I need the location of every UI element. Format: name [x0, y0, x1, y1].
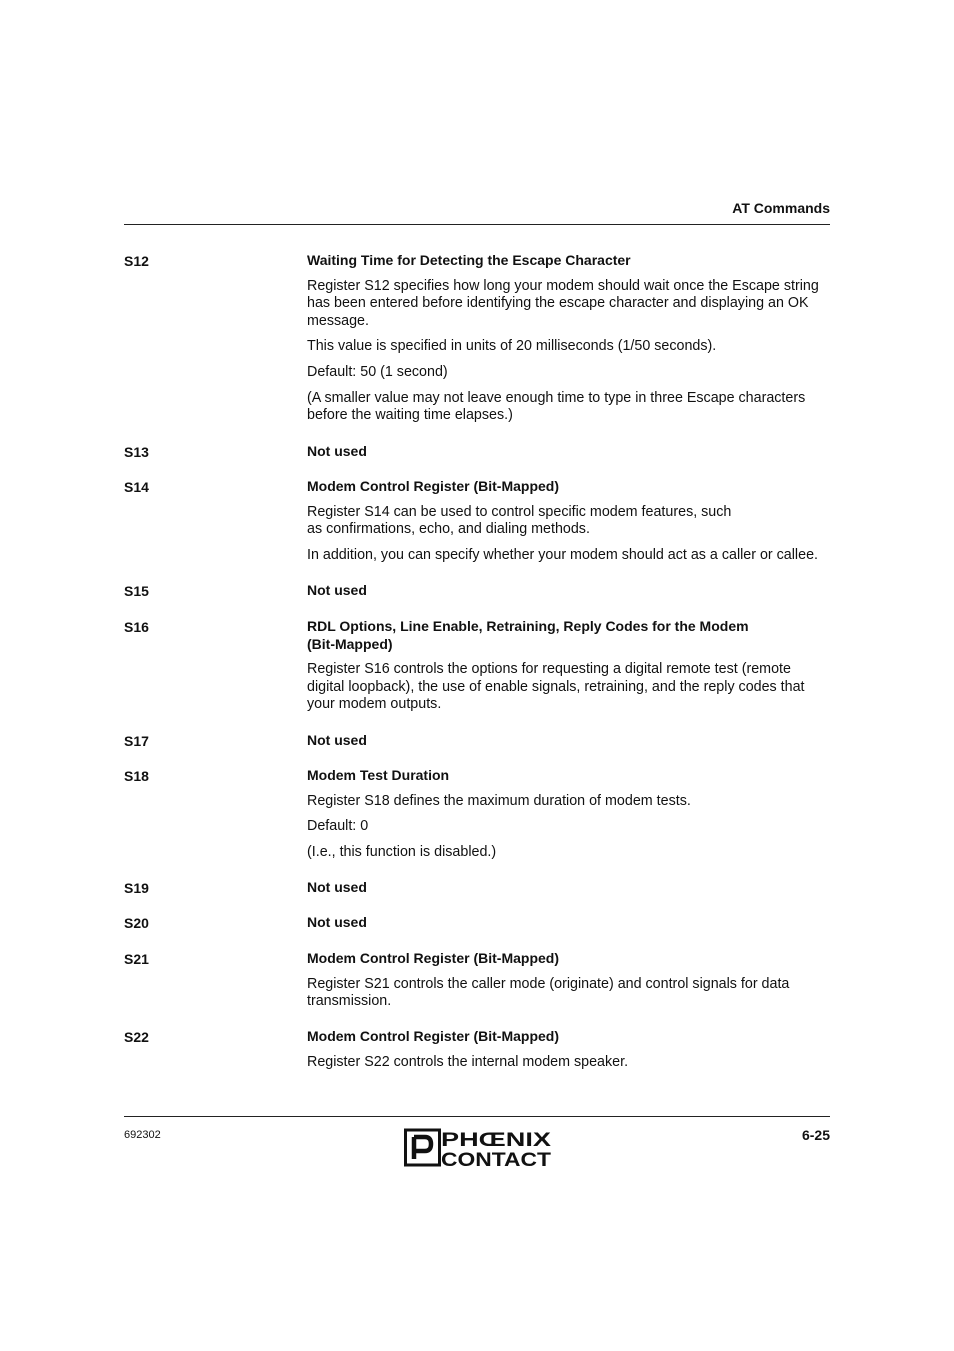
- register-id: S22: [124, 1029, 149, 1045]
- register-note: (A smaller value may not leave enough time to type in three Escape characters before the waiting time elapses.): [307, 389, 806, 424]
- register-id: S13: [124, 444, 149, 460]
- page-number: 6-25: [801, 1127, 830, 1143]
- register-entry-s15: [124, 582, 830, 600]
- register-description: Register S16 controls the options for requesting a digital remote test (remote digital loopback), the use of enable signals, retraining, and the reply codes that your modem outputs.: [307, 661, 805, 713]
- running-header-title: AT Commands: [732, 200, 830, 216]
- register-default: Default: 50 (1 second): [307, 363, 448, 380]
- register-id: S17: [124, 733, 149, 749]
- register-title: Modem Test Duration: [307, 767, 450, 783]
- phoenix-contact-logo: [404, 1128, 552, 1168]
- register-id: S21: [124, 951, 149, 967]
- register-title: Modem Control Register (Bit-Mapped): [307, 1028, 559, 1044]
- register-title: Not used: [307, 582, 367, 598]
- register-entry-s21: [124, 950, 830, 1011]
- register-id: S19: [124, 880, 149, 896]
- header-divider: [124, 224, 830, 225]
- register-id: S16: [124, 619, 149, 635]
- register-description-extra: In addition, you can specify whether your modem should act as a caller or callee.: [307, 546, 818, 563]
- document-number: 692302: [124, 1129, 161, 1141]
- register-title: Not used: [307, 443, 367, 459]
- register-entry-s16: [124, 618, 830, 714]
- register-id: S14: [124, 479, 149, 495]
- register-entry-s19: [124, 879, 830, 897]
- register-entry-s12: [124, 252, 830, 425]
- register-description: Register S18 defines the maximum duration of modem tests.: [307, 792, 691, 809]
- register-description: Register S14 can be used to control specific modem features, such as confirmations, echo, and dialing methods.: [307, 503, 732, 538]
- register-title: RDL Options, Line Enable, Retraining, Reply Codes for the Modem (Bit-Mapped): [307, 618, 749, 652]
- register-entry-s18: [124, 767, 830, 861]
- footer-divider: [124, 1116, 830, 1117]
- register-title: Modem Control Register (Bit-Mapped): [307, 950, 559, 966]
- register-id: S18: [124, 768, 149, 784]
- register-entry-s13: [124, 443, 830, 461]
- register-title: Not used: [307, 914, 367, 930]
- register-title: Waiting Time for Detecting the Escape Character: [307, 252, 631, 268]
- register-entry-s17: [124, 732, 830, 750]
- register-note: (I.e., this function is disabled.): [307, 843, 497, 860]
- register-description: Register S12 specifies how long your modem should wait once the Escape string has been entered before identifying the escape character and displaying an OK message.: [307, 277, 819, 329]
- register-description: Register S22 controls the internal modem speaker.: [307, 1053, 629, 1070]
- register-entry-s14: [124, 478, 830, 564]
- register-id: S12: [124, 253, 149, 269]
- register-units-note: This value is specified in units of 20 milliseconds (1/50 seconds).: [307, 338, 717, 355]
- register-default: Default: 0: [307, 818, 369, 835]
- register-description: Register S21 controls the caller mode (originate) and control signals for data transmission.: [307, 975, 790, 1010]
- register-title: Not used: [307, 732, 367, 748]
- register-id: S20: [124, 915, 149, 931]
- logo-text-line1: PHŒNIX: [441, 1130, 552, 1151]
- register-entry-s20: [124, 914, 830, 932]
- register-title: Modem Control Register (Bit-Mapped): [307, 478, 559, 494]
- logo-text-line2: CONTACT: [441, 1150, 552, 1168]
- register-title: Not used: [307, 879, 367, 895]
- register-id: S15: [124, 583, 149, 599]
- register-entry-s22: [124, 1028, 830, 1071]
